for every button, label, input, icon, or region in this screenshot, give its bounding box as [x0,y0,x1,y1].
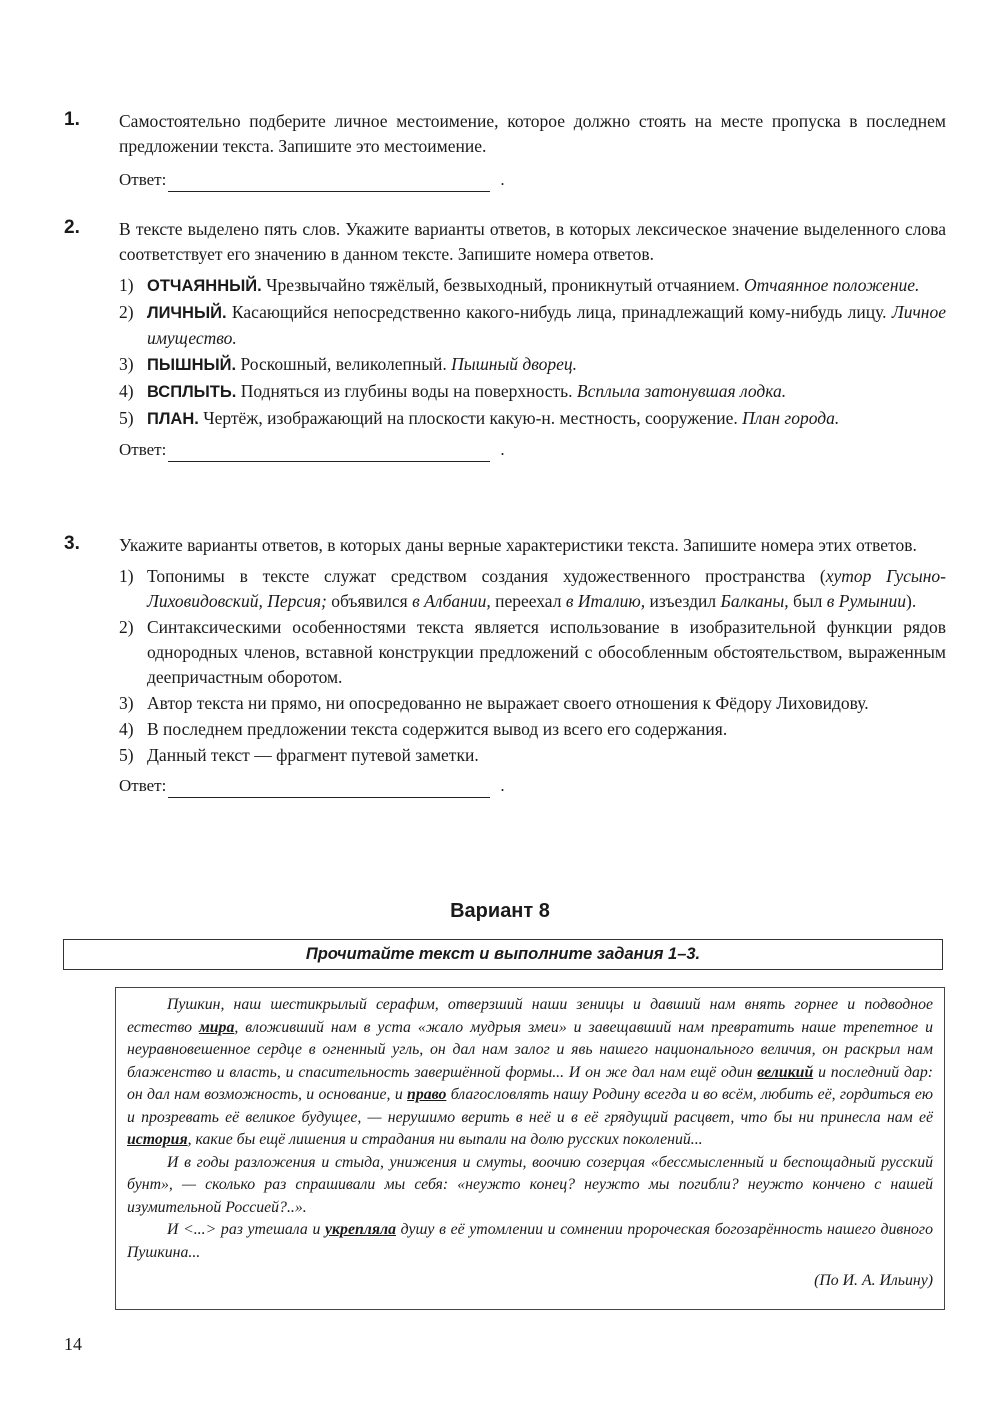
reading-passage [115,987,945,1310]
option-term: ПЛАН. [147,410,199,428]
question-number: 1. [64,109,80,130]
option-italic: в Албании, [412,591,491,611]
instruction-box: Прочитайте текст и выполните задания 1–3. [63,939,943,970]
option-definition: Чрезвычайно тяжёлый, безвыходный, проникнутый отчаянием. [261,275,745,295]
option-text: Данный текст — фрагмент путевой заметки. [147,745,479,765]
question-number: 2. [64,217,80,238]
options-list [119,564,946,768]
option-example: План города. [742,408,840,428]
option-text: объявился [326,591,413,611]
question-text: Самостоятельно подберите личное местоимение, которое должно стоять на месте пропуска в последнем предложении текста. Запишите это местоимение. [119,111,946,156]
option-4 [119,379,946,405]
highlighted-word: мира [198,1018,235,1036]
option-number: 4) [119,719,134,739]
question-text: В тексте выделено пять слов. Укажите варианты ответов, в которых лексическое значение выделенного слова соответствует его значению в данном тексте. Запишите номера ответов. [119,219,946,264]
option-number: 5) [119,408,134,428]
option-2 [119,615,946,690]
passage-text: Пушкин, наш шестикрылый серафим, отверзший наши зеницы и давший нам внять горнее и подводное естество [127,996,933,1036]
option-5 [119,406,946,432]
options-list [119,273,946,432]
option-example: Личное имущество. [147,302,946,348]
answer-end: . [500,440,505,459]
answer-label: Ответ: [119,170,167,189]
answer-end: . [500,776,505,795]
option-definition: Чертёж, изображающий на плоскости какую-н. местность, сооружение. [198,408,743,428]
option-definition: Роскошный, великолепный. [236,354,452,374]
option-4 [119,717,946,742]
option-term: ОТЧАЯННЫЙ. [147,277,262,295]
option-text: Автор текста ни прямо, ни опосредованно не выражает своего отношения к Фёдору Лиховидову. [147,693,869,713]
answer-line[interactable] [168,443,490,462]
passage-text: благословлять нашу Родину всегда и во всём, любить её, гордиться ею и прозревать её великое будущее, — нерушимо верить в неё и в её грядущий расцвет, что бы ни принесла нам её [127,1086,933,1126]
option-number: 1) [119,566,134,586]
option-number: 4) [119,381,134,401]
option-3 [119,691,946,716]
option-2 [119,300,946,351]
option-number: 5) [119,745,134,765]
option-italic: в Италию, [565,591,646,611]
option-number: 2) [119,617,134,637]
option-5 [119,743,946,768]
option-text: был [788,591,827,611]
option-1 [119,564,946,614]
option-text: Топонимы в тексте служат средством создания художественного пространства ( [147,566,826,586]
question-2 [64,217,946,462]
highlighted-word: великий [757,1063,814,1081]
option-number: 2) [119,302,134,322]
option-example: Пышный дворец. [451,354,578,374]
question-text: Укажите варианты ответов, в которых даны верные характеристики текста. Запишите номера этих ответов. [119,535,917,555]
option-text: ). [906,591,917,611]
answer-line[interactable] [168,779,490,798]
page-number: 14 [64,1334,82,1354]
variant-title: Вариант 8 [450,900,550,922]
option-text: Синтаксическими особенностями текста является использование в изобразительной функции рядов однородных членов, вставной конструкции предложений с обособленным обстоятельством, выраженным деепричастным оборотом. [147,617,946,687]
highlighted-word: история [127,1131,188,1148]
highlighted-word: право [407,1086,447,1103]
option-term: ЛИЧНЫЙ. [147,304,227,322]
passage-author: (По И. А. Ильину) [814,1272,933,1289]
option-example: Отчаянное положение. [744,275,920,295]
passage-text: И <...> раз утешала и [167,1221,326,1238]
option-number: 1) [119,275,134,295]
option-example: Всплыла затонувшая лодка. [576,381,787,401]
option-definition: Касающийся непосредственно какого-нибудь лица, принадлежащий кому-нибудь лицу. [226,302,892,322]
option-term: ВСПЛЫТЬ. [147,383,237,401]
option-definition: Подняться из глубины воды на поверхность. [236,381,577,401]
answer-row [119,774,946,798]
passage-text: , вложивший нам в уста «жало мудрыя змеи» и завещавший нам превратить наше трепетное и неуравновешенное сердце в огненный угль, он дал нам залог и явь нашего национального величия, он раскрыл нам блаженство и власть, и спасительность завершённой формы... И он же дал нам ещё один [127,1018,933,1081]
answer-row [119,168,946,192]
answer-end: . [500,170,505,189]
option-text: переехал [490,591,566,611]
passage-paragraph-1 [127,994,933,1152]
highlighted-word: укрепляла [325,1221,396,1238]
answer-row [119,438,946,462]
option-text: изъездил [645,591,721,611]
passage-text: душу в её утомлении и сомнении пророческая богозарённость нашего дивного Пушкина... [127,1221,933,1261]
option-number: 3) [119,693,134,713]
question-3 [64,533,946,798]
passage-paragraph-3 [127,1219,933,1264]
option-italic: в Румынии [826,591,906,611]
option-italic: Балканы, [720,591,789,611]
question-number: 3. [64,533,80,554]
option-1 [119,273,946,299]
answer-label: Ответ: [119,776,167,795]
passage-text: , какие бы ещё лишения и страдания ни выпали на долю русских поколений... [187,1131,703,1148]
passage-paragraph-2: И в годы разложения и стыда, унижения и смуты, воочию созерцая «бессмысленный и беспощадный русский бунт», — сколько раз спрашивали мы себя: «неужто конец? неужто мы погибли? неужто кончено с нашей изумительной Россией?..». [127,1153,933,1216]
option-text: В последнем предложении текста содержится вывод из всего его содержания. [147,719,728,739]
answer-label: Ответ: [119,440,167,459]
passage-text: и последний дар: он дал нам возможность, и основание, и [127,1063,933,1103]
option-3 [119,352,946,378]
question-1 [64,109,946,192]
option-term: ПЫШНЫЙ. [147,356,237,374]
option-number: 3) [119,354,134,374]
answer-line[interactable] [168,173,490,192]
option-italic: хутор Гусыно-Лиховидовский, Персия; [147,566,946,611]
